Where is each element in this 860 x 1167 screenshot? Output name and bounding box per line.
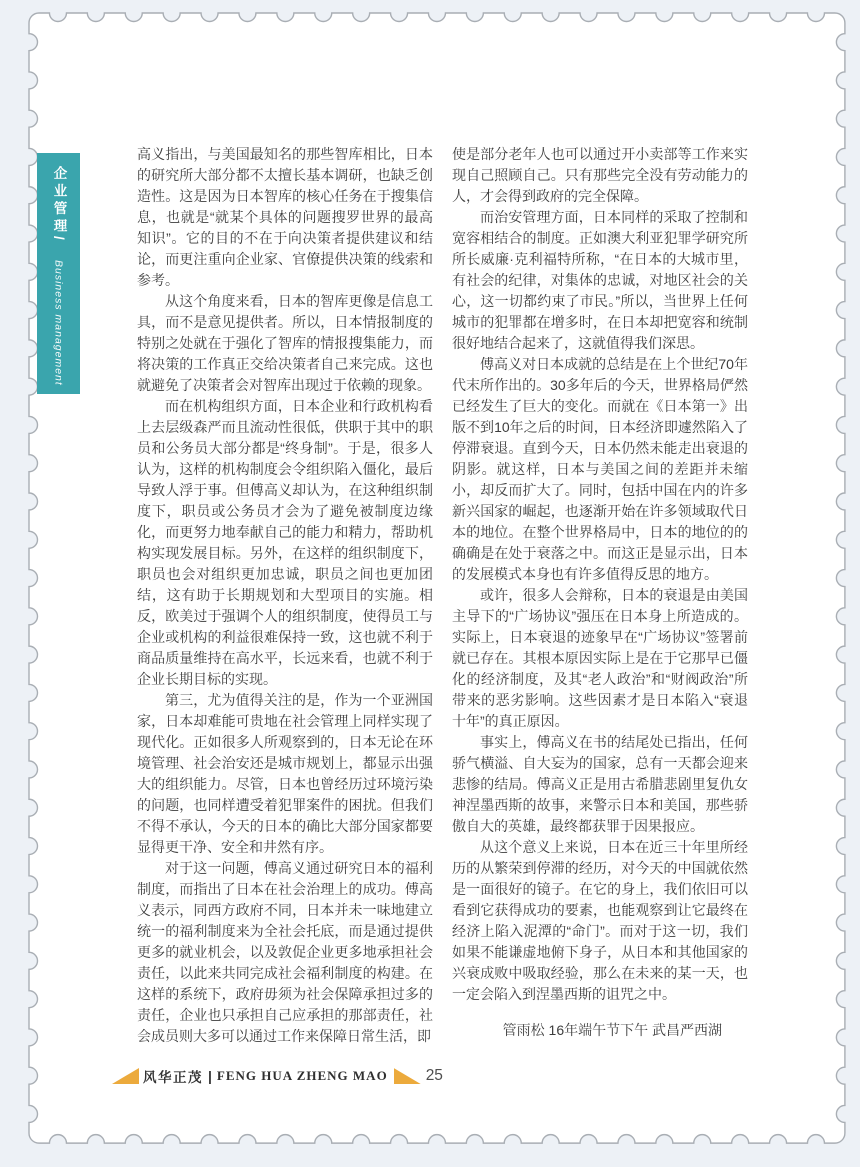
paragraph: 使是部分老年人也可以通过开小卖部等工作来实现自己照顾自己。只有那些完全没有劳动能力的人，才会得到政府的完全保障。 [452,146,748,204]
paragraph: 从这个角度来看，日本的智库更像是信息工具，而不是意见提供者。所以，日本情报制度的特别之处就在于强化了智库的情报搜集能力，而将决策的工作真正交给决策者自己来完成。这也就避免了决策者会对智库出现过于依赖的现象。 [137,293,433,393]
article-column-right [452,144,748,1041]
article-signature: 管雨松 16年端午节下午 武昌严西湖 [502,1022,722,1038]
category-tab-text [51,166,67,394]
paragraph: 对于这一问题，傅高义通过研究日本的福利制度，而指出了日本在社会治理上的成功。傅高义表示，同西方政府不同，日本并未一味地建立统一的福利制度来为全社会托底，而是通过提供更多的就业机会，以及敦促企业更多地承担社会责任，以此来共同完成社会福利制度的构建。在这样的系统下，政府毋须为社会保障承担过多的责任，企业也只承担自己应承担的那部责任，社会成员则大多可以通过工作来保障日常生活，即 [137,860,433,1044]
category-tab-label-en: Business management [52,260,65,387]
paragraph: 傅高义对日本成就的总结是在上个世纪70年代末所作出的。30多年后的今天，世界格局俨然已经发生了巨大的变化。而就在《日本第一》出版不到10年之后的时间，日本经济即遽然陷入了停滞衰退。直到今天，日本仍然未能走出衰退的阴影。就这样，日本与美国之间的差距并未缩小，却反而扩大了。同时，包括中国在内的许多新兴国家的崛起，也逐渐开始在许多领域取代日本的地位。在整个世界格局中，日本的地位的的确确是在处于衰落之中。而这正是显示出，日本的发展模式本身也有许多值得反思的地方。 [452,356,748,582]
triangle-icon [112,1068,139,1084]
page-number: 25 [425,1067,443,1084]
footer [112,1067,443,1085]
paragraph: 事实上，傅高义在书的结尾处已指出，任何骄气横溢、自大妄为的国家，总有一天都会迎来悲惨的结局。傅高义正是用古希腊悲剧里复仇女神涅墨西斯的故事，来警示日本和美国，那些骄傲自大的英雄，最终都获罪于因果报应。 [452,734,748,834]
category-tab [37,153,80,394]
paragraph: 从这个意义上来说，日本在近三十年里所经历的从繁荣到停滞的经历，对今天的中国就依然是一面很好的镜子。在它的身上，我们依旧可以看到它获得成功的要素，也能观察到让它最终在经济上陷入泥潭的“命门”。而对于这一切，我们如果不能谦虚地俯下身子，从日本和其他国家的兴衰成败中吸取经验，那么在未来的某一天，也一定会陷入到涅墨西斯的诅咒之中。 [452,839,748,1002]
article-column-left [137,144,433,1047]
footer-separator: | [208,1068,212,1084]
category-tab-label-cn: 企业管理/ [51,166,67,244]
magazine-title-en: FENG HUA ZHENG MAO [216,1068,388,1083]
paragraph: 而治安管理方面，日本同样的采取了控制和宽容相结合的制度。正如澳大利亚犯罪学研究所所长威廉·克利福特所称，“在日本的大城市里，有社会的纪律，对集体的忠诚，对地区社会的关心，这一切都约束了市民。”所以，当世界上任何城市的犯罪都在增多时，在日本却把宽容和统制很好地结合起来了，这就值得我们深思。 [452,209,748,351]
paragraph: 第三，尤为值得关注的是，作为一个亚洲国家，日本却难能可贵地在社会管理上同样实现了现代化。正如很多人所观察到的，日本无论在环境管理、社会治安还是城市规划上，都显示出强大的组织能力。尽管，日本也曾经历过环境污染的问题，也同样遭受着犯罪案件的困扰。但我们不得不承认，今天的日本的确比大部分国家都要显得更干净、安全和井然有序。 [137,692,433,855]
paragraph: 或许，很多人会辩称，日本的衰退是由美国主导下的“广场协议”强压在日本身上所造成的。实际上，日本衰退的迹象早在“广场协议”签署前就已存在。其根本原因实际上是在于它那早已僵化的经济制度，及其“老人政治”和“财阀政治”所带来的恶劣影响。这些因素才是日本陷入“衰退十年”的真正原因。 [452,587,748,729]
triangle-icon [394,1068,421,1084]
paragraph: 高义指出，与美国最知名的那些智库相比，日本的研究所大部分都不太擅长基本调研，也缺乏创造性。这是因为日本智库的核心任务在于搜集信息，也就是“就某个具体的问题搜罗世界的最高知识”。它的目的不在于向决策者提供建议和结论，而更注重向企业家、官僚提供决策的线索和参考。 [137,146,433,288]
magazine-title-cn: 风华正茂 [143,1070,203,1085]
paragraph: 而在机构组织方面，日本企业和行政机构看上去层级森严而且流动性很低，供职于其中的职员和公务员大部分都是“终身制”。于是，很多人认为，这样的机构制度会令组织陷入僵化，最后导致人浮于事。但傅高义却认为，在这种组织制度下，职员或公务员才会为了避免被制度边缘化，而更努力地奉献自己的能力和精力，帮助机构实现发展目标。另外，在这样的组织制度下，职员也会对组织更加忠诚，职员之间也更加团结，这有助于长期规划和大型项目的实施。相反，欧美过于强调个人的组织制度，使得员工与企业或机构的利益很难保持一致，这也就不利于商品质量维持在高水平，长远来看，也就不利于企业长期目标的实现。 [137,398,433,687]
